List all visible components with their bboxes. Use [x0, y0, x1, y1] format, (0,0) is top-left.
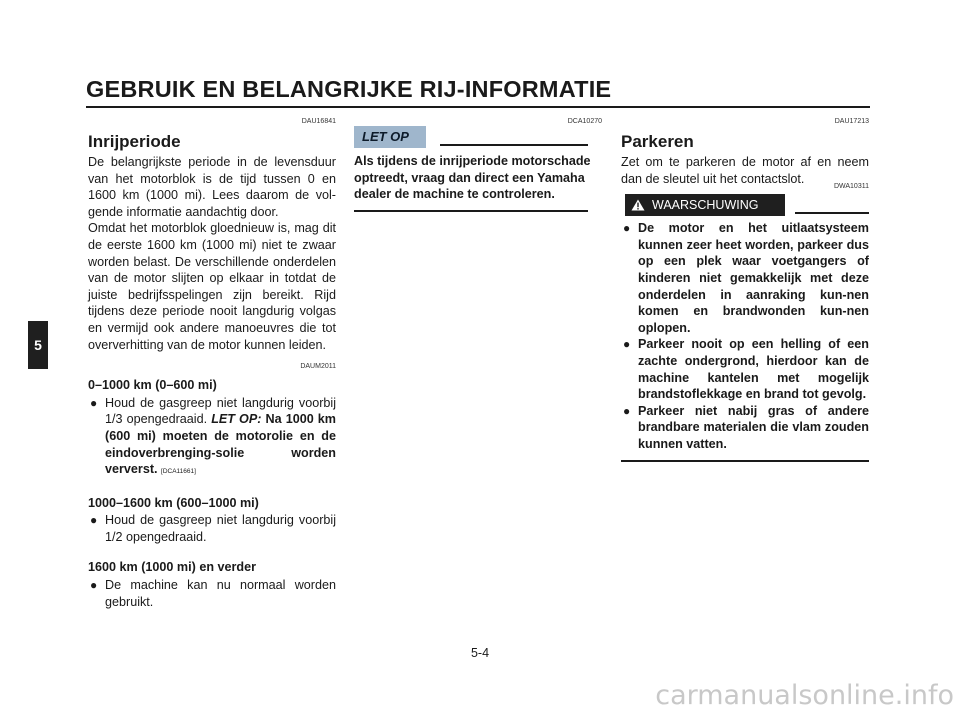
warning-triangle-icon	[631, 199, 645, 211]
bullet-icon: ●	[90, 578, 98, 593]
paragraph: De belangrijkste periode in de levensduur van het motorblok is de tijd tussen 0 en 1600 km (1000 mi). Lees daarom de vol-gende informatie aandachtig door.	[88, 155, 336, 219]
subheading: 1600 km (1000 mi) en verder	[88, 560, 257, 575]
list-item	[88, 395, 336, 481]
reference-code: DCA10270	[567, 118, 602, 125]
column-inrijperiode	[88, 118, 336, 610]
caution-label: LET OP	[354, 126, 426, 148]
caution-rule	[440, 144, 588, 146]
bullet-icon: ●	[90, 395, 98, 410]
paragraph: Zet om te parkeren de motor af en neem dan de sleutel uit het contactslot.	[621, 155, 869, 186]
page-number: 5-4	[470, 646, 490, 660]
watermark: carmanualsonline.info	[655, 680, 954, 711]
bullet-icon: ●	[623, 403, 631, 418]
reference-code: [DCA11661]	[161, 468, 196, 476]
warning-label	[625, 194, 785, 216]
caution-end-rule	[354, 210, 588, 212]
section-title: Inrijperiode	[88, 132, 181, 151]
bullet-text: De machine kan nu normaal worden gebruikt.	[105, 578, 336, 609]
list-item	[621, 336, 869, 402]
list-item	[88, 577, 336, 610]
caution-bar	[354, 126, 602, 148]
reference-code: DAU16841	[301, 118, 336, 125]
list-item	[621, 403, 869, 453]
column-parkeren	[621, 118, 869, 462]
bullet-text: Parkeer niet nabij gras of andere brandbare materialen die vlam zouden kunnen vatten.	[638, 403, 869, 451]
caution-label: LET OP:	[211, 412, 262, 427]
bullet-icon: ●	[623, 337, 631, 352]
warning-bar	[621, 194, 869, 216]
warning-rule	[795, 212, 869, 214]
section-title: Parkeren	[621, 132, 694, 151]
bullet-icon: ●	[623, 221, 631, 236]
warning-end-rule	[621, 460, 869, 462]
header-rule	[86, 106, 870, 108]
bullet-text: Houd de gasgreep niet langdurig voorbij 1/2 opengedraaid.	[105, 513, 336, 544]
list-item	[621, 220, 869, 336]
paragraph: Omdat het motorblok gloednieuw is, mag dit de eerste 1600 km (1000 mi) niet te zwaar worden belast. De verschillende onderdelen van de motor slijten op elkaar in totdat de juiste bedrijfsspelingen zijn bereikt. Rijd tijdens deze periode nooit langdurig volgas en vermijd ook andere manoeuvres die tot oververhitting van de motor kunnen leiden.	[88, 221, 336, 352]
caution-text: Na 1000 km (600 mi) moeten de motorolie en de eindoverbrenging-solie worden ververst.	[105, 412, 336, 477]
reference-code: DAU17213	[834, 118, 869, 125]
page-title: GEBRUIK EN BELANGRIJKE RIJ-INFORMATIE	[86, 76, 612, 102]
list-item	[88, 512, 336, 545]
warning-label-text: WAARSCHUWING	[652, 198, 759, 213]
caution-text: Als tijdens de inrijperiode motorschade optreedt, vraag dan direct een Yamaha dealer de machine te controleren.	[354, 154, 591, 202]
column-caution	[354, 118, 602, 212]
bullet-icon: ●	[90, 513, 98, 528]
bullet-text: Parkeer nooit op een helling of een zachte ondergrond, hierdoor kan de machine kantelen met mogelijk brandstoflekkage en brand tot gevolg.	[638, 337, 869, 402]
bullet-text: De motor en het uitlaatsysteem kunnen zeer heet worden, parkeer dus op een plek waar voetgangers of kinderen niet gemakkelijk met deze onderdelen in aanraking kun-nen komen en brandwonden kun-nen oplopen.	[638, 221, 869, 335]
chapter-tab: 5	[28, 321, 48, 369]
subheading: 0–1000 km (0–600 mi)	[88, 378, 217, 393]
bullet-text: Houd de gasgreep niet langdurig voorbij 1/3 opengedraaid.	[105, 395, 336, 427]
reference-code: DAUM2011	[300, 363, 336, 371]
subheading: 1000–1600 km (600–1000 mi)	[88, 495, 259, 510]
reference-code: DWA10311	[833, 183, 869, 191]
